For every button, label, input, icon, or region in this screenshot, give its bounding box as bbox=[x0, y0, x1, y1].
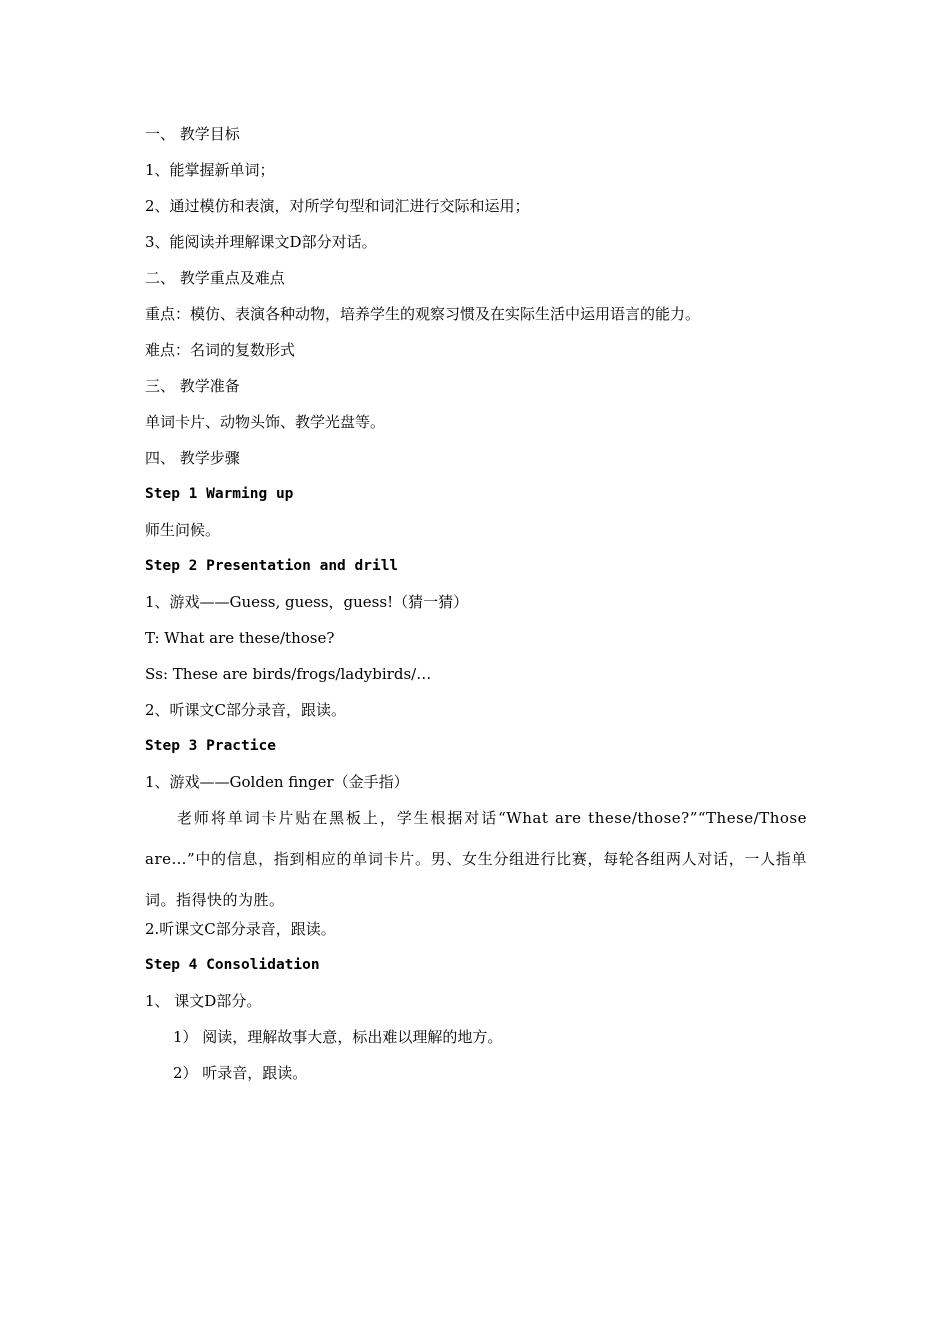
section-heading-key-points: 二、 教学重点及难点 bbox=[145, 269, 285, 287]
step-heading: Step 1 Warming up bbox=[145, 486, 294, 502]
objective-item: 1、能掌握新单词； bbox=[145, 161, 275, 179]
objective-item: 2、通过模仿和表演，对所学句型和词汇进行交际和运用； bbox=[145, 197, 530, 215]
key-point-text: 重点：模仿、表演各种动物，培养学生的观察习惯及在实际生活中运用语言的能力。 bbox=[145, 305, 701, 323]
step-text: 1、游戏——Guess, guess，guess!（猜一猜） bbox=[145, 593, 469, 611]
section-heading-preparation: 三、 教学准备 bbox=[145, 377, 240, 395]
dialogue-line: T: What are these/those? bbox=[145, 629, 335, 647]
dialogue-line: Ss: These are birds/frogs/ladybirds/… bbox=[145, 665, 432, 683]
difficulty-text: 难点：名词的复数形式 bbox=[145, 341, 296, 359]
step-text: 1、 课文D部分。 bbox=[145, 992, 262, 1010]
step-text: 2.听课文C部分录音，跟读。 bbox=[145, 920, 336, 938]
step-heading: Step 3 Practice bbox=[145, 738, 276, 754]
sub-step-text: 2） 听录音，跟读。 bbox=[173, 1064, 308, 1082]
step-text: 2、听课文C部分录音，跟读。 bbox=[145, 701, 347, 719]
step-heading: Step 2 Presentation and drill bbox=[145, 558, 399, 574]
objective-item: 3、能阅读并理解课文D部分对话。 bbox=[145, 233, 377, 251]
step-text: 师生问候。 bbox=[145, 521, 221, 539]
step-heading: Step 4 Consolidation bbox=[145, 957, 320, 973]
step-text: 1、游戏——Golden finger（金手指） bbox=[145, 773, 409, 791]
sub-step-text: 1） 阅读，理解故事大意，标出难以理解的地方。 bbox=[173, 1028, 503, 1046]
activity-description-paragraph: 老师将单词卡片贴在黑板上，学生根据对话“What are these/those?”“These/Those are…”中的信息，指到相应的单词卡片。男、女生分组进行比赛，每轮各组两人对话，一人指单词。指得快的为胜。 bbox=[145, 809, 807, 909]
lesson-plan-document bbox=[145, 124, 807, 1099]
preparation-text: 单词卡片、动物头饰、教学光盘等。 bbox=[145, 413, 386, 431]
section-heading-objectives: 一、 教学目标 bbox=[145, 125, 240, 143]
section-heading-steps: 四、 教学步骤 bbox=[145, 449, 240, 467]
